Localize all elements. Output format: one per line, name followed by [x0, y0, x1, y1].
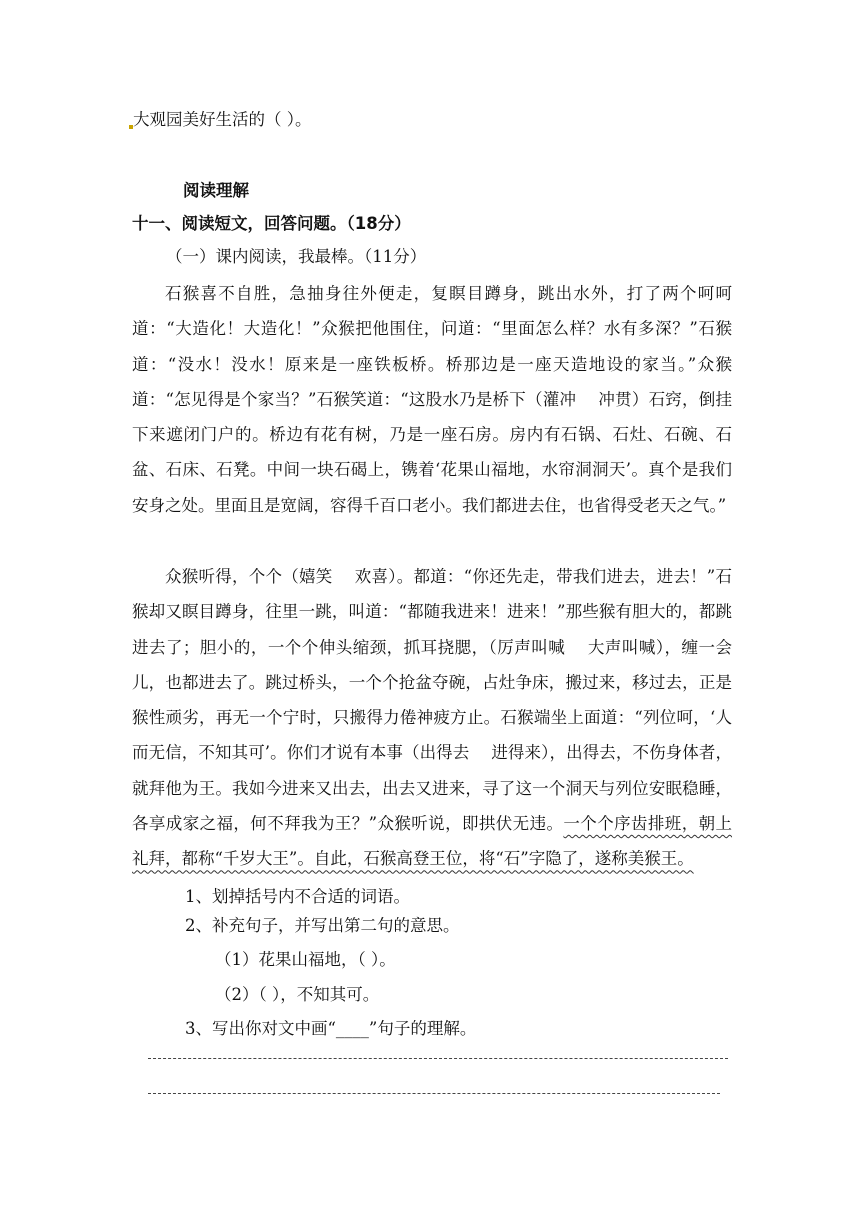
answer-line-2 [148, 1093, 720, 1094]
wavy-underlined-sentence: 一个个序齿排班，朝上礼拜，都称“千岁大王”。自此，石猴高登王位，将“石”字隐了，遂称美猴王。 [132, 814, 733, 869]
passage-paragraph-2-text: 众猴听得，个个（嬉笑 欢喜）。都道：“你还先走，带我们进去，进去！”石猴却又瞑目蹲身，往里一跳，叫道：“都随我进来！进来！”那些猴有胆大的，都跳进去了；胆小的，一个个伸头缩颈，抓耳挠腮，（厉声叫喊 大声叫喊），缠一会儿，也都进去了。跳过桥头，一个个抢盆夺碗，占灶争床，搬过来，移过去，正是猴性顽劣，再无一个宁时，只搬得力倦神疲方止。石猴端坐上面道：“列位呵，‘人而无信，不知其可’。你们才说有本事（出得去 进得来），出得去，不伤身体者，就拜他为王。我如今进来又出去，出去又进来，寻了这一个洞天与列位安眠稳睡，各享成家之福，何不拜我为王？”众猴听说，即拱伏无违。 [132, 567, 732, 834]
fill-blank-line: 大观园美好生活的（ ）。 [133, 110, 312, 129]
question-2-blank-1: （1）花果山福地，（ ）。 [215, 950, 396, 969]
answer-line-1 [148, 1058, 728, 1059]
question-2: 2、补充句子，并写出第二句的意思。 [185, 916, 460, 935]
section-label: 阅读理解 [183, 181, 249, 200]
passage-paragraph-1: 石猴喜不自胜，急抽身往外便走，复瞑目蹲身，跳出水外，打了两个呵呵道：“大造化！大造化！”众猴把他围住，问道：“里面怎么样？水有多深？”石猴道：“没水！没水！原来是一座铁板桥。桥那边是一座天造地设的家当。”众猴道：“怎见得是个家当？”石猴笑道：“这股水乃是桥下（灌冲 冲贯）石窍，倒挂下来遮闭门户的。桥边有花有树，乃是一座石房。房内有石锅、石灶、石碗、石盆、石床、石凳。中间一块石碣上，镌着‘花果山福地，水帘洞洞天’。真个是我们安身之处。里面且是宽阔，容得千百口老小。我们都进去住，也省得受老天之气。” [132, 284, 732, 515]
question-2-blank-2: （2）（ ），不知其可。 [215, 985, 380, 1004]
part-1-title: （一）课内阅读，我最棒。（11分） [166, 247, 427, 266]
question-1: 1、划掉括号内不合适的词语。 [185, 887, 410, 906]
passage-paragraph-2 [132, 559, 732, 877]
question-3: 3、写出你对文中画“____”句子的理解。 [185, 1019, 477, 1038]
question-11-title: 十一、阅读短文，回答问题。（18分） [132, 214, 411, 233]
